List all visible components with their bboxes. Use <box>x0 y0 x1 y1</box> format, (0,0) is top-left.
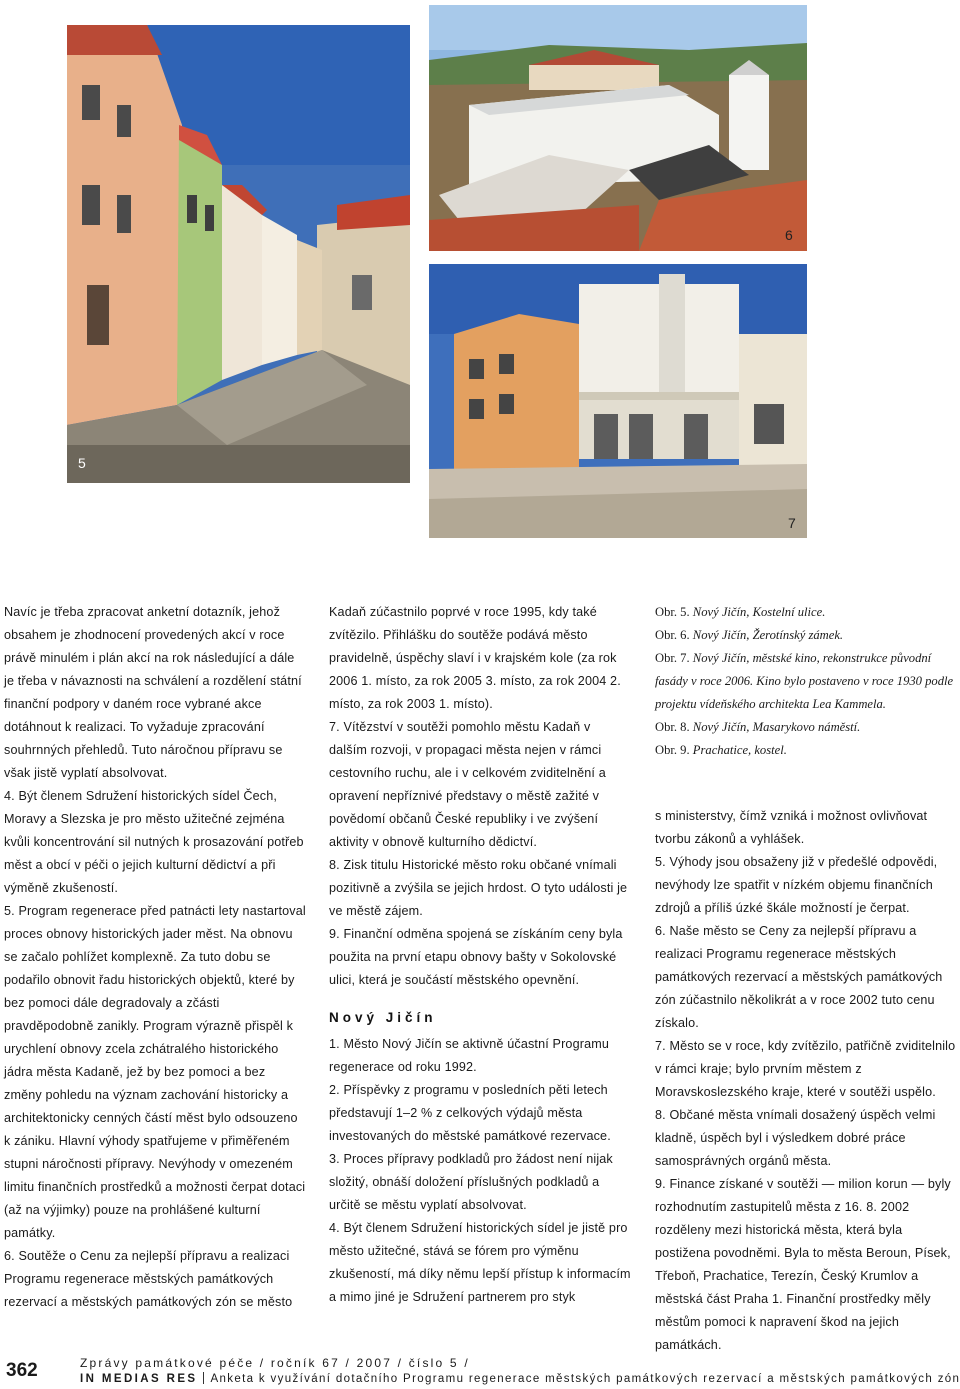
photo-7-image <box>429 264 807 538</box>
caption: Obr. 9. Prachatice, kostel. <box>655 743 787 757</box>
journal-title: Zprávy památkové péče / ročník 67 / 2007 / číslo 5 / <box>80 1356 470 1370</box>
photo-5-number: 5 <box>78 455 86 471</box>
paragraph: 6. Naše město se Ceny za nejlepší přípravu a realizaci Programu regenerace městských památkových rezervací a městských památkových zón zúčastnilo několikrát a v roce 2002 tuto cenu získalo. <box>655 924 943 1030</box>
caption: Obr. 8. Nový Jičín, Masarykovo náměstí. <box>655 720 861 734</box>
section-heading: Nový Jičín <box>329 1010 437 1025</box>
paragraph: 8. Zisk titulu Historické město roku občané vnímali pozitivně a zvýšila se jejich hrdost. O tyto události je ve městě zájem. <box>329 858 628 918</box>
photo-6 <box>429 5 807 251</box>
paragraph: 3. Proces přípravy podkladů pro žádost není nijak složitý, obnáší doložení příslušných podkladů a určitě se městu vyplatí absolvovat. <box>329 1152 613 1212</box>
footer-divider <box>203 1372 204 1384</box>
paragraph: s ministerstvy, čímž vzniká i možnost ovlivňovat tvorbu zákonů a vyhlášek. <box>655 809 928 846</box>
figure-captions <box>655 601 960 762</box>
section-label: IN MEDIAS RES <box>80 1373 198 1385</box>
photo-6-image <box>429 5 807 251</box>
photo-5 <box>67 25 410 483</box>
paragraph: 6. Soutěže o Cenu za nejlepší přípravu a realizaci Programu regenerace městských památkových rezervací a městských památkových zón se město <box>4 1249 293 1309</box>
text-column-1 <box>4 601 306 1314</box>
paragraph: 8. Občané města vnímali dosažený úspěch velmi kladně, úspěch byl i výsledkem dobré práce samosprávných orgánů města. <box>655 1108 936 1168</box>
paragraph: 2. Příspěvky z programu v posledních pěti letech představují 1–2 % z celkových výdajů města investovaných do městské památkové rezervace. <box>329 1083 611 1143</box>
paragraph: 4. Být členem Sdružení historických sídel Čech, Moravy a Slezska je pro město užitečné zejména kvůli koncentrování sil nutných k prosazování potřeb měst a obcí v péči o jejich kulturní dědictví a při výměně zkušeností. <box>4 789 304 895</box>
paragraph: 1. Město Nový Jičín se aktivně účastní Programu regenerace od roku 1992. <box>329 1037 610 1074</box>
photo-7-number: 7 <box>788 515 796 531</box>
text-column-3 <box>655 805 957 1357</box>
photo-5-image <box>67 25 410 483</box>
article-title: Anketa k využívání dotačního Programu regenerace městských památkových rezervací a městských památkových zón <box>210 1373 960 1385</box>
paragraph: 9. Finance získané v soutěži — milion korun — byly rozhodnutím zastupitelů města z 16. 8. 2002 rozděleny mezi historická města, která byla postižena povodněmi. Byla to města Beroun, Písek, Třeboň, Prachatice, Terezín, Český Krumlov a městská část Praha 1. Finanční prostředky měly městům pomoci k napravení škod na jejich památkách. <box>655 1177 951 1352</box>
page-number: 362 <box>6 1360 38 1381</box>
caption: Obr. 6. Nový Jičín, Žerotínský zámek. <box>655 628 844 642</box>
paragraph: Navíc je třeba zpracovat anketní dotazník, jehož obsahem je zhodnocení provedených akcí v roce právě minulém i plán akcí na rok následující a dále je třeba v návaznosti na schválení a rozdělení státní finanční podpory v daném roce vybrané akce dotáhnout k realizaci. To vyžaduje zpracování souhrnných přehledů. Tuto náročnou přípravu se však jistě vyplatí absolvovat. <box>4 605 302 780</box>
caption: Obr. 7. Nový Jičín, městské kino, rekonstrukce původní fasády v roce 2006. Kino bylo postaveno v roce 1930 podle projektu vídeňského architekta Lea Kammela. <box>655 651 954 711</box>
paragraph: Kadaň zúčastnilo poprvé v roce 1995, kdy také zvítězilo. Přihlášku do soutěže podává město pravidelně, úspěchy slaví i v krajském kole (za rok 2006 1. místo, za rok 2005 3. místo, za rok 2004 2. místo, za rok 2003 1. místo). <box>329 605 621 711</box>
paragraph: 5. Výhody jsou obsaženy již v předešlé odpovědi, nevýhody lze spatřit v nízkém objemu finančních zdrojů a příliš úzké škále možností je čerpat. <box>655 855 938 915</box>
paragraph: 4. Být členem Sdružení historických sídel je jistě pro město užitečné, stává se fórem pro výměnu zkušeností, má díky němu lepší přístup k informacím a mimo jiné je Sdružení partnerem pro styk <box>329 1221 631 1304</box>
paragraph: 9. Finanční odměna spojená se získáním ceny byla použita na první etapu obnovy bašty v Sokolovské ulici, která je součástí městského opevnění. <box>329 927 623 987</box>
paragraph: 5. Program regenerace před patnácti lety nastartoval proces obnovy historických jader měst. Na obnovu se začalo pohlížet komplexně. Za tuto dobu se podařilo obnovit řadu historických objektů, které by bez pomoci dále degradovaly a zčásti pravděpodobně zanikly. Program výrazně přispěl k urychlení obnovy zcela zchátralého historického jádra města Kadaně, jež by bez pomoci a bez změny pohledu na význam zachování historicky a architektonicky cenných částí měst bylo odsouzeno k zániku. Hlavní výhody spatřujeme v přiměřeném stupni náročnosti přípravy. Nevýhody v omezeném limitu finančních prostředků a možnosti čerpat dotaci (až na výjimky) pouze na prohlášené kulturní památky. <box>4 904 306 1240</box>
photo-7 <box>429 264 807 538</box>
paragraph: 7. Vítězství v soutěži pomohlo městu Kadaň v dalším rozvoji, v propagaci města nejen v rámci cestovního ruchu, ale i v celkovém zviditelnění a opravení nepříznivé představy o městě zažité v povědomí občanů České republiky i ve zvýšení aktivity v obnově kulturního dědictví. <box>329 720 606 849</box>
text-column-2 <box>329 601 631 1309</box>
photo-6-number: 6 <box>785 227 793 243</box>
caption: Obr. 5. Nový Jičín, Kostelní ulice. <box>655 605 826 619</box>
footer-section-line <box>80 1372 960 1385</box>
paragraph: 7. Město se v roce, kdy zvítězilo, patřičně zviditelnilo v rámci kraje; bylo prvním městem z Moravskoslezského kraje, které v soutěži uspělo. <box>655 1039 956 1099</box>
